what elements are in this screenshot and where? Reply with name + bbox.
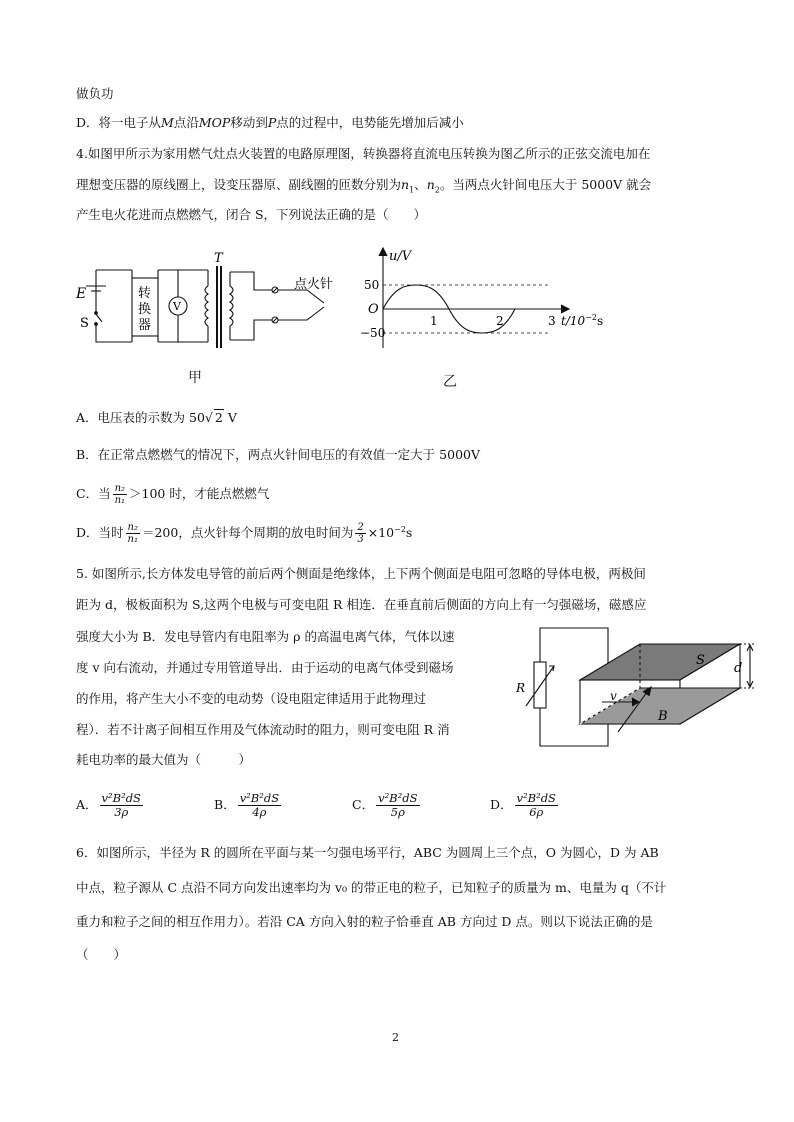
q4-stem-line2: 理想变压器的原线圈上，设变压器原、副线圈的匝数分别为$n_1$、$n_2$。当两点火针间电压大于 5000V 就会 — [76, 177, 652, 195]
prev-question-continuation: 做负功 — [76, 86, 114, 101]
q5-option-c: C． $\frac{\text{v²B²dS}}{5\rho}$ — [352, 791, 418, 819]
q5-stem-line4: 度 v 向右流动，并通过专用管道导出．由于运动的电离气体受到磁场 — [76, 660, 454, 675]
tick-label-50: 50 — [364, 278, 380, 292]
transformer-label: T — [214, 251, 223, 266]
q5-stem-line5: 的作用，将产生大小不变的电动势（设电阻定律适用于此物理过 — [76, 691, 427, 706]
q4-option-a: A．电压表的示数为 50√ 2 V — [76, 410, 237, 425]
converter-char-2: 换 — [138, 302, 152, 317]
figure-yi-caption: 乙 — [443, 374, 457, 390]
ignition-needle-label: 点火针 — [294, 277, 334, 292]
q5-stem-line3: 强度大小为 B．发电导管内有电阻率为 ρ 的高温电离气体，气体以速 — [76, 629, 455, 644]
velocity-label-v: v — [610, 689, 617, 703]
converter-char-1: 转 — [138, 286, 152, 301]
tick-label-1: 1 — [430, 314, 438, 328]
q6-stem-line4: （ ） — [76, 947, 127, 962]
prev-question-option-d: D．将一电子从M点沿MOP移动到P点的过程中，电势能先增加后减小 — [76, 115, 464, 130]
switch-label-s: S — [80, 316, 89, 331]
q4-stem-line1: 4.如图甲所示为家用燃气灶点火装置的电路原理图，转换器将直流电压转换为图乙所示的正弦交流电加在 — [76, 146, 651, 161]
tick-label-2: 2 — [496, 314, 504, 328]
battery-label-e: E — [76, 286, 87, 302]
page-number: 2 — [392, 1031, 399, 1044]
field-label-b: B — [658, 709, 668, 724]
q5-stem-line6: 程）．若不计离子间相互作用及气体流动时的阻力，则可变电阻 R 消 — [76, 722, 450, 737]
q4-option-b: B．在正常点燃燃气的情况下，两点火针间电压的有效值一定大于 5000V — [76, 447, 480, 462]
q5-stem-line1: 5. 如图所示,长方体发电导管的前后两个侧面是绝缘体，上下两个侧面是电阻可忽略的导体电极，两极间 — [76, 566, 646, 581]
converter-char-3: 器 — [138, 318, 152, 333]
q5-stem-line2: 距为 d，极板面积为 S,这两个电极与可变电阻 R 相连．在垂直前后侧面的方向上有一匀强磁场，磁感应 — [76, 597, 647, 612]
distance-label-d: d — [734, 661, 743, 676]
area-label-s: S — [696, 653, 705, 668]
q6-stem-line1: 6．如图所示，半径为 R 的圆所在平面与某一匀强电场平行，ABC 为圆周上三个点，O 为圆心，D 为 AB — [76, 845, 659, 860]
resistor-label-r: R — [516, 681, 526, 695]
q5-stem-line7: 耗电功率的最大值为（ ） — [76, 752, 252, 767]
q4-stem-line3: 产生电火花进而点燃燃气，闭合 S，下列说法正确的是（ ） — [76, 207, 427, 222]
voltmeter-label: V — [173, 300, 181, 313]
axis-label-t: $t/10^{-2}s$ — [561, 313, 604, 328]
q6-stem-line3: 重力和粒子之间的相互作用力）。若沿 CA 方向入射的粒子恰垂直 AB 方向过 D 点。则以下说法正确的是 — [76, 914, 653, 929]
q6-stem-line2: 中点，粒子源从 C 点沿不同方向发出速率均为 v₀ 的带正电的粒子，已知粒子的质量为 m、电量为 q（不计 — [76, 880, 667, 895]
axis-label-u: u/V — [389, 249, 412, 264]
q5-generator-duct-diagram — [508, 622, 758, 752]
origin-label: O — [368, 302, 379, 317]
q4-option-d: D．当时 $\frac{\text{n₂}}{\text{n₁}}$ ＝200，点火针每个周期的放电时间为 $\frac{2}{3}$ $\times 10^{-2}s$ — [76, 522, 413, 546]
q4-voltage-waveform — [355, 244, 620, 356]
tick-label-neg50: −50 — [360, 326, 386, 340]
q4-circuit-diagram — [72, 250, 347, 350]
q5-option-b: B． $\frac{\text{v²B²dS}}{4\rho}$ — [214, 791, 280, 819]
figure-jia-caption: 甲 — [188, 370, 202, 386]
q4-option-c: C．当 $\frac{\text{n₂}}{\text{n₁}}$ ＞100 时，才能点燃燃气 — [76, 483, 270, 506]
tick-label-3: 3 — [548, 314, 556, 328]
q5-option-a: A． $\frac{\text{v²B²dS}}{3\rho}$ — [76, 791, 141, 819]
q5-option-d: D． $\frac{\text{v²B²dS}}{6\rho}$ — [490, 791, 556, 819]
